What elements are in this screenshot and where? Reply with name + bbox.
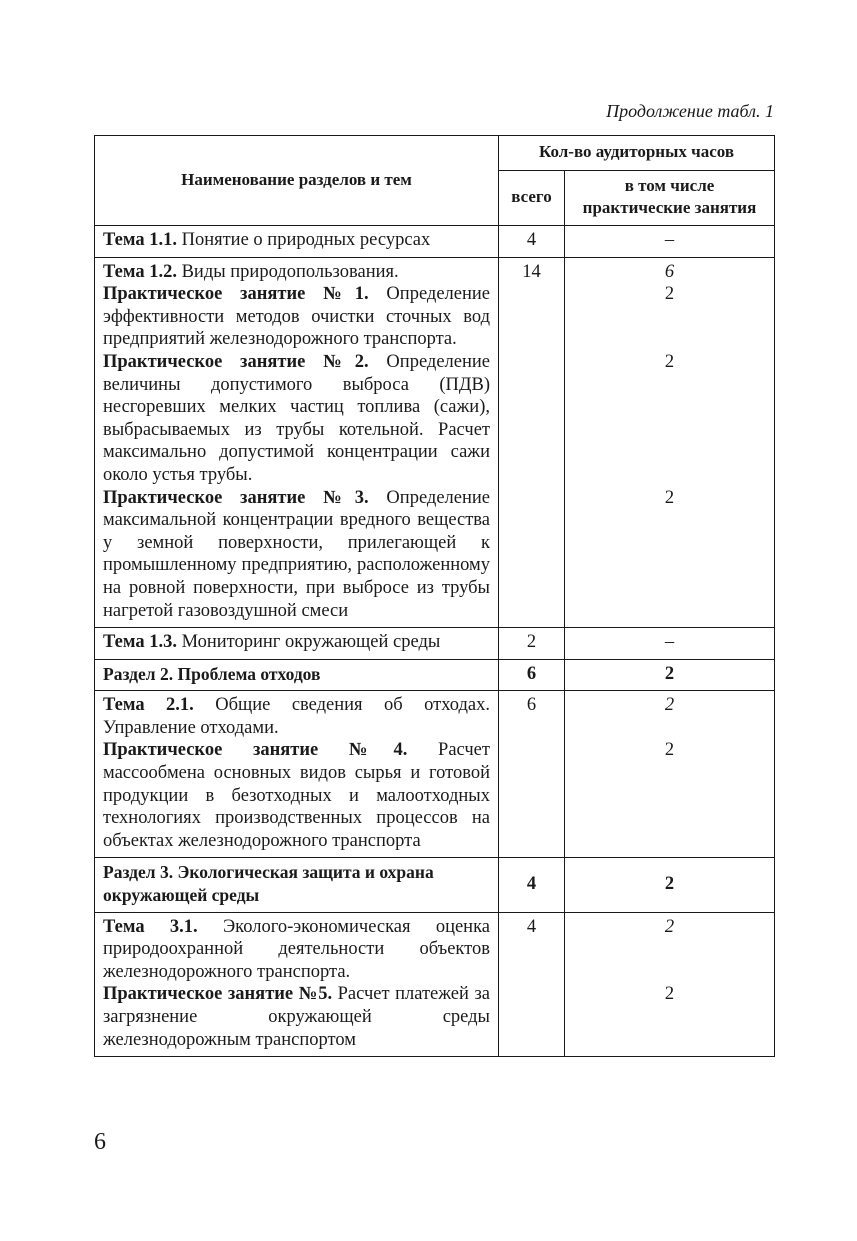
practical-total-value: 2 [664, 695, 675, 716]
table-row [95, 257, 775, 628]
topic-text: Эколого-экономическая оценка природоохранной деятельности объектов железнодорожного транспорта. [103, 916, 490, 982]
practical-hours-value: 2 [664, 351, 675, 372]
practical-label: Практическое занятие №2. [103, 351, 369, 372]
header-practical-line1: в том числе [624, 176, 715, 195]
practical-hours-value: 2 [664, 740, 675, 761]
total-hours-cell: 2 [499, 628, 565, 660]
topic-text: Виды природопользования. [176, 261, 399, 282]
header-name-column: Наименование разделов и тем [95, 136, 499, 226]
topic-cell [95, 912, 499, 1057]
header-practical-column [565, 171, 775, 226]
practical-text: Расчет массообмена основных видов сырья и готовой продукции в безотходных и малоотходных технологиях производственных процессов на объектах железнодорожного транспорта [103, 740, 490, 851]
topic-text: Понятие о природных ресурсах [176, 230, 431, 250]
practical-total-value: 6 [664, 261, 675, 282]
total-hours-cell: 14 [499, 257, 565, 628]
practical-hours-cell: – [565, 226, 775, 258]
header-hours-column: Кол-во аудиторных часов [499, 136, 775, 171]
practical-label: Практическое занятие №1. [103, 284, 369, 305]
header-practical-line2: практические занятия [582, 198, 757, 217]
practical-hours-cell [565, 257, 775, 628]
topic-text: Мониторинг окружающей среды [176, 632, 441, 653]
section-practical-hours: 2 [565, 858, 775, 912]
header-total-column: всего [499, 171, 565, 226]
table-row [95, 628, 775, 660]
topic-label: Тема 1.2. [103, 261, 177, 282]
table-row [95, 912, 775, 1057]
topic-cell [95, 691, 499, 858]
topic-cell [95, 628, 499, 660]
page-number: 6 [94, 1129, 106, 1155]
section-row [95, 659, 775, 691]
practical-total-value: 2 [664, 916, 675, 937]
practical-label: Практическое занятие №5. [103, 984, 333, 1005]
topic-label: Тема 3.1. [103, 916, 198, 937]
practical-hours-cell [565, 691, 775, 858]
practical-text: Определение максимальной концентрации вредного вещества у земной поверхности, прилегающей к промышленному предприятию, расположенному на ровной поверхности, при выбросе из трубы нагретой газовоздушной смеси [103, 487, 490, 621]
topic-label: Тема 1.3. [103, 632, 177, 653]
section-practical-hours: 2 [565, 659, 775, 691]
topic-cell [95, 226, 499, 258]
practical-label: Практическое занятие №4. [103, 740, 408, 761]
total-hours-cell: 4 [499, 912, 565, 1057]
practical-text: Определение эффективности методов очистки сточных вод предприятий железнодорожного транспорта. [103, 284, 490, 350]
section-total-hours: 4 [499, 858, 565, 912]
practical-text: Определение величины допустимого выброса (ПДВ) несгоревших мелких частиц топлива (сажи), выбрасываемых из трубы котельной. Расчет максимально допустимой концентрации сажи около устья трубы. [103, 351, 490, 485]
section-total-hours: 6 [499, 659, 565, 691]
total-hours-cell: 4 [499, 226, 565, 258]
practical-hours-value: 2 [664, 487, 675, 508]
section-row [95, 858, 775, 912]
section-title: Раздел 2. Проблема отходов [95, 659, 499, 691]
section-title: Раздел 3. Экологическая защита и охрана окружающей среды [95, 858, 499, 912]
table-continuation-caption: Продолжение табл. 1 [606, 101, 774, 121]
topic-label: Тема 2.1. [103, 695, 194, 716]
topic-text: Общие сведения об отходах. Управление отходами. [103, 695, 490, 738]
table-header-row [95, 136, 775, 171]
practical-hours-cell [565, 912, 775, 1057]
practical-hours-cell: – [565, 628, 775, 660]
practical-text: Расчет платежей за загрязнение окружающей среды железнодорожным транспортом [103, 984, 490, 1050]
topic-label: Тема 1.1. [103, 230, 177, 250]
table-row [95, 691, 775, 858]
topic-cell [95, 257, 499, 628]
course-hours-table [94, 135, 775, 1057]
practical-hours-value: 2 [664, 284, 675, 305]
total-hours-cell: 6 [499, 691, 565, 858]
practical-hours-value: 2 [664, 984, 675, 1005]
table-row [95, 226, 775, 258]
practical-label: Практическое занятие №3. [103, 487, 369, 508]
